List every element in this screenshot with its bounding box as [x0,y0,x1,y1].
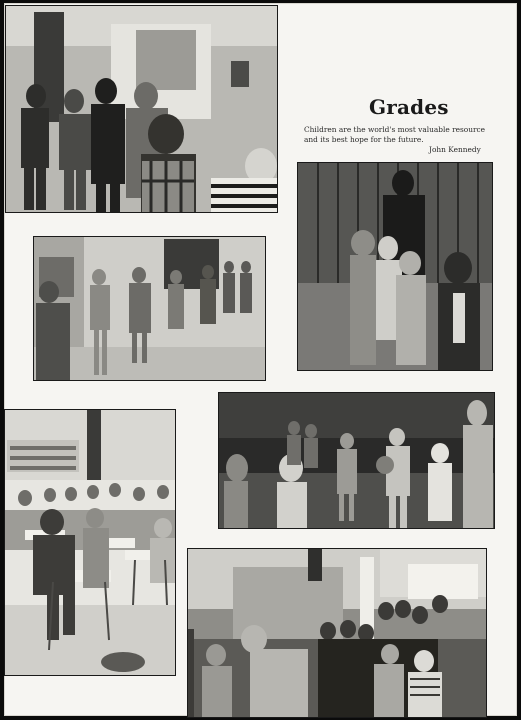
photo-gym-children-with-ball [218,392,495,529]
yearbook-page [4,3,517,716]
quote-attribution: John Kennedy [429,145,481,154]
quote-text: Children are the world's most valuable resource and its best hope for the future. [304,125,486,144]
photo-classroom-desks [4,409,176,676]
photo-lockers-teacher-children [297,162,493,371]
photo-crowd-in-hallway [187,548,487,718]
photo-hallway-group-top-left [5,5,278,213]
page-title: Grades [369,95,449,119]
photo-hallway-line-of-children [33,236,266,381]
